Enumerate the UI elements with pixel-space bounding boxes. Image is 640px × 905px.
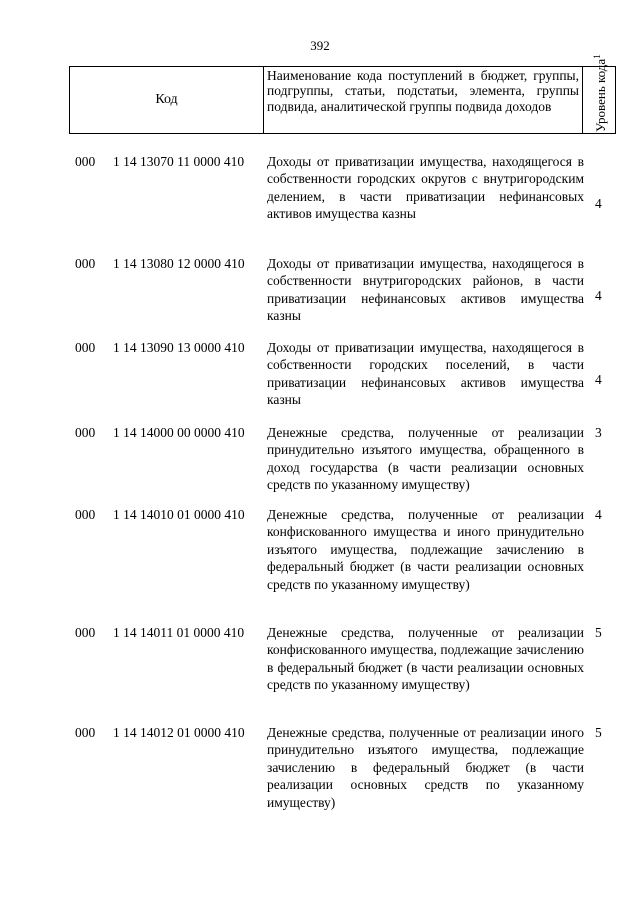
admin-code: 000 xyxy=(75,425,96,440)
revenue-name: Доходы от приватизации имущества, находящегося в собственности городских округов с внутригородским делением, в части приватизации нефинансовых активов имущества казны xyxy=(267,154,584,222)
revenue-code: 1 14 13070 11 0000 410 xyxy=(113,154,245,169)
admin-code: 000 xyxy=(75,154,96,169)
revenue-code: 1 14 13090 13 0000 410 xyxy=(113,340,245,355)
admin-code: 000 xyxy=(75,256,96,271)
code-level: 3 xyxy=(595,425,602,440)
table-header xyxy=(69,54,616,134)
revenue-name: Денежные средства, полученные от реализации конфискованного имущества и иного принудительно изъятого имущества, подлежащие зачислению в федеральный бюджет (в части реализации основных средств по указанному имуществу) xyxy=(267,507,584,592)
admin-code: 000 xyxy=(75,625,96,640)
code-level: 4 xyxy=(595,288,602,303)
revenue-code: 1 14 14012 01 0000 410 xyxy=(113,725,245,740)
header-level-rotated xyxy=(591,54,609,132)
revenue-name: Доходы от приватизации имущества, находящегося в собственности внутригородских районов, в части приватизации нефинансовых активов имущества казны xyxy=(267,256,584,324)
page-number: 392 xyxy=(310,38,330,53)
code-level: 4 xyxy=(595,507,602,522)
revenue-code: 1 14 14010 01 0000 410 xyxy=(113,507,245,522)
revenue-name: Денежные средства, полученные от реализации иного принудительно изъятого имущества, подлежащие зачислению в федеральный бюджет (в части реализации основных средств по указанному имуществу) xyxy=(267,725,584,810)
admin-code: 000 xyxy=(75,340,96,355)
admin-code: 000 xyxy=(75,507,96,522)
revenue-name: Денежные средства, полученные от реализации конфискованного имущества, подлежащие зачислению в федеральный бюджет (в части реализации основных средств по указанному имуществу) xyxy=(267,625,584,693)
header-level-footnote: 1 xyxy=(591,54,602,59)
revenue-name: Денежные средства, полученные от реализации принудительно изъятого имущества, обращенного в доход государства (в части реализации основных средств по указанному имуществу) xyxy=(267,425,584,493)
admin-code: 000 xyxy=(75,725,96,740)
code-level: 5 xyxy=(595,625,602,640)
header-level-label: Уровень кода xyxy=(593,58,609,132)
revenue-code: 1 14 14011 01 0000 410 xyxy=(113,625,245,640)
revenue-name: Доходы от приватизации имущества, находящегося в собственности городских поселений, в части приватизации нефинансовых активов имущества казны xyxy=(267,340,584,408)
code-level: 4 xyxy=(595,372,602,387)
header-code-cell xyxy=(70,67,264,133)
header-code-label: Код xyxy=(155,92,178,107)
header-name-cell: Наименование кода поступлений в бюджет, группы, подгруппы, статьи, подстатьи, элемента, группы подвида, аналитической группы подвида доходов xyxy=(263,67,583,133)
code-level: 5 xyxy=(595,725,602,740)
revenue-code: 1 14 14000 00 0000 410 xyxy=(113,425,245,440)
header-level-cell xyxy=(583,54,615,133)
code-level: 4 xyxy=(595,196,602,211)
revenue-code: 1 14 13080 12 0000 410 xyxy=(113,256,245,271)
